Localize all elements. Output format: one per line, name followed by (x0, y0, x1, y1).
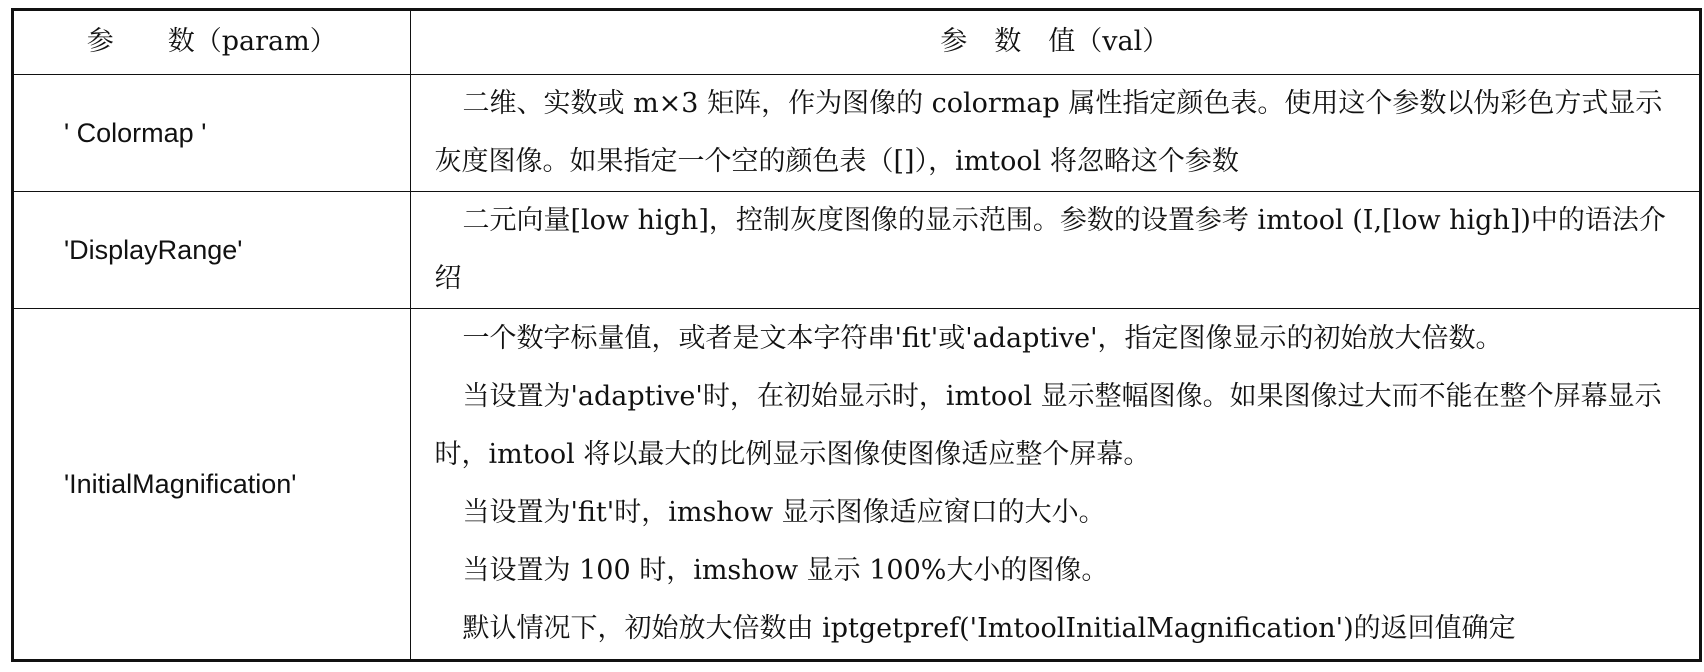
value-paragraph: 二维、实数或 m×3 矩阵，作为图像的 colormap 属性指定颜色表。使用这个参数以伪彩色方式显示灰度图像。如果指定一个空的颜色表（[]），imtool 将忽略这个参数 (434, 87, 1663, 177)
value-paragraph: 当设置为 100 时，imshow 显示 100%大小的图像。 (462, 554, 1109, 586)
header-param: 参 数（param） (14, 11, 410, 74)
param-name: 'InitialMagnification' (14, 308, 410, 659)
value-paragraph: 二元向量[low high]，控制灰度图像的显示范围。参数的设置参考 imtool (I,[low high])中的语法介绍 (434, 204, 1666, 294)
param-value (410, 74, 1699, 191)
param-table (14, 11, 1699, 659)
header-value: 参 数 值（val） (410, 11, 1699, 74)
param-value (410, 191, 1699, 308)
param-name: 'DisplayRange' (14, 191, 410, 308)
param-name: ' Colormap ' (14, 74, 410, 191)
table-row (14, 74, 1699, 191)
table-row (14, 308, 1699, 659)
value-paragraph: 一个数字标量值，或者是文本字符串'fit'或'adaptive'，指定图像显示的初始放大倍数。 (462, 322, 1503, 354)
table-row (14, 191, 1699, 308)
table-header-row (14, 11, 1699, 74)
value-paragraph: 当设置为'fit'时，imshow 显示图像适应窗口的大小。 (462, 496, 1106, 528)
param-value (410, 308, 1699, 659)
value-paragraph: 默认情况下，初始放大倍数由 iptgetpref('ImtoolInitialMagnification')的返回值确定 (462, 612, 1516, 644)
value-paragraph: 当设置为'adaptive'时，在初始显示时，imtool 显示整幅图像。如果图像过大而不能在整个屏幕显示时，imtool 将以最大的比例显示图像使图像适应整个屏幕。 (434, 380, 1662, 470)
param-table-frame (11, 8, 1702, 662)
